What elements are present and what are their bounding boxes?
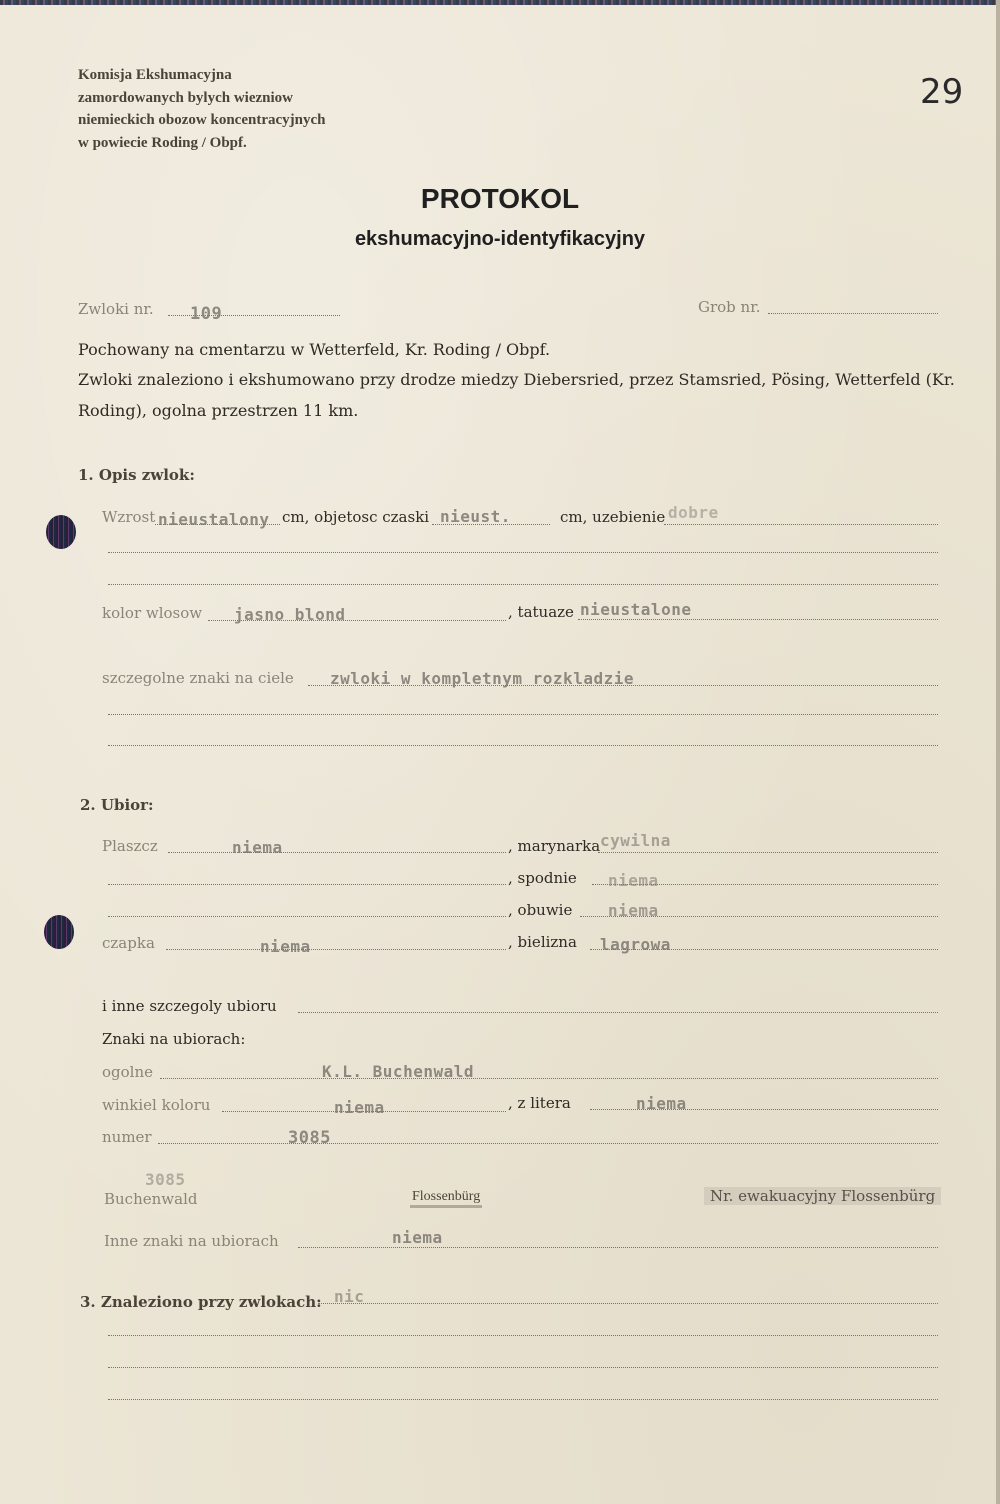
section-1-blank-line-3: [108, 714, 938, 715]
litera-value: niema: [636, 1094, 687, 1113]
section-1-blank-line-1: [108, 552, 938, 553]
objetosc-value: nieust.: [440, 507, 511, 526]
uzebienie-value: dobre: [668, 503, 719, 522]
inne-szczegoly-line: [298, 1012, 938, 1013]
czapka-label: czapka: [102, 934, 155, 952]
numer-value: 3085: [288, 1128, 331, 1148]
objetosc-label: cm, objetosc czaski: [282, 508, 430, 526]
tatuaze-value: nieustalone: [580, 600, 692, 619]
winkiel-label: winkiel koloru: [102, 1096, 211, 1114]
section-1-blank-line-2: [108, 584, 938, 585]
obuwie-label: , obuwie: [508, 901, 573, 919]
znaki-na-ciele-value: zwloki w kompletnym rozkladzie: [330, 669, 634, 688]
grob-line: [768, 313, 938, 314]
spodnie-value: niema: [608, 871, 659, 890]
zwloki-value: 109: [190, 304, 223, 324]
numer-line: [158, 1143, 938, 1144]
flossenburg-label: Flossenbürg: [410, 1189, 482, 1208]
ogolne-value: K.L. Buchenwald: [322, 1062, 474, 1081]
page-number: 29: [920, 72, 964, 112]
czapka-line: [166, 949, 506, 950]
numer-label: numer: [102, 1128, 152, 1146]
litera-label: , z litera: [508, 1094, 571, 1112]
plaszcz-label: Plaszcz: [102, 837, 158, 855]
found-text-line-2: Roding), ogolna przestrzen 11 km.: [78, 401, 359, 420]
section-3-heading: 3. Znaleziono przy zwlokach:: [80, 1293, 322, 1311]
plaszcz-value: niema: [232, 838, 283, 857]
org-line-1: Komisja Ekshumacyjna: [78, 67, 232, 83]
bielizna-label: , bielizna: [508, 933, 577, 951]
found-text-line-1: Zwloki znaleziono i ekshumowano przy drodze miedzy Diebersried, przez Stamsried, Pösing, Wetterfeld (Kr.: [78, 370, 955, 389]
plaszcz-line: [168, 852, 506, 853]
wzrost-label: Wzrost: [102, 508, 156, 526]
scan-right-edge: [996, 0, 1000, 1504]
org-line-4: w powiecie Roding / Obpf.: [78, 135, 247, 151]
document-subtitle: ekshumacyjno-identyfikacyjny: [354, 228, 646, 250]
scan-top-edge: [0, 0, 1000, 5]
marynarka-line: [598, 852, 938, 853]
section-3-line-1: [318, 1303, 938, 1304]
org-line-3: niemieckich obozow koncentracyjnych: [78, 112, 326, 128]
znaki-na-ubiorach-heading: Znaki na ubiorach:: [102, 1030, 246, 1048]
section-3-line-3: [108, 1367, 938, 1368]
section-3-value: nic: [334, 1287, 365, 1306]
inne-znaki-label: Inne znaki na ubiorach: [104, 1232, 279, 1250]
ogolne-line: [160, 1078, 938, 1079]
marynarka-label: , marynarka: [508, 837, 601, 855]
punch-hole-top: [46, 515, 76, 549]
uzebienie-line: [664, 524, 938, 525]
bielizna-value: lagrowa: [600, 935, 671, 954]
burial-place: Pochowany na cmentarzu w Wetterfeld, Kr. Roding / Obpf.: [78, 340, 551, 359]
document-title: PROTOKOL: [420, 183, 580, 214]
czapka-value: niema: [260, 937, 311, 956]
tatuaze-label: , tatuaze: [508, 603, 574, 621]
section-2-heading: 2. Ubior:: [80, 796, 154, 814]
winkiel-value: niema: [334, 1098, 385, 1117]
kolor-wlosow-label: kolor wlosow: [102, 604, 203, 622]
tatuaze-line: [578, 619, 938, 620]
inne-znaki-value: niema: [392, 1228, 443, 1247]
obuwie-value: niema: [608, 901, 659, 920]
kolor-wlosow-value: jasno blond: [234, 605, 346, 624]
section-1-blank-line-4: [108, 745, 938, 746]
marynarka-value: cywilna: [600, 831, 671, 850]
section-3-line-2: [108, 1335, 938, 1336]
spodnie-label: , spodnie: [508, 869, 577, 887]
inne-szczegoly-label: i inne szczegoly ubioru: [102, 997, 277, 1015]
buchenwald-label: Buchenwald: [104, 1190, 198, 1208]
zwloki-label: Zwloki nr.: [78, 300, 154, 318]
inne-znaki-line: [298, 1247, 938, 1248]
section-1-heading: 1. Opis zwlok:: [78, 466, 195, 484]
ubior-blank-line-2: [108, 916, 506, 917]
wzrost-value: nieustalony: [158, 510, 270, 529]
grob-label: Grob nr.: [698, 298, 761, 316]
buchenwald-number: 3085: [145, 1170, 186, 1189]
uzebienie-label: cm, uzebienie: [560, 508, 666, 526]
org-line-2: zamordowanych bylych wiezniow: [78, 90, 293, 106]
znaki-na-ciele-label: szczegolne znaki na ciele: [102, 669, 294, 687]
ogolne-label: ogolne: [102, 1063, 153, 1081]
section-3-line-4: [108, 1399, 938, 1400]
ewakuacyjny-label: Nr. ewakuacyjny Flossenbürg: [704, 1187, 941, 1205]
ubior-blank-line-1: [108, 884, 506, 885]
punch-hole-bottom: [44, 915, 74, 949]
